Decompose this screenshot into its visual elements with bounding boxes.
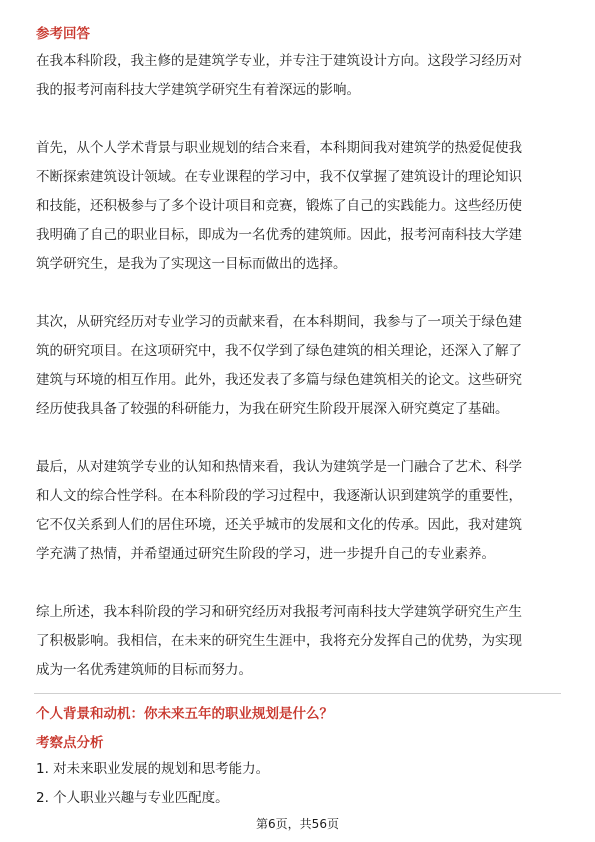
text-line: 最后，从对建筑学专业的认知和热情来看，我认为建筑学是一门融合了艺术、科学: [36, 459, 522, 475]
text-line: 筑的研究项目。在这项研究中，我不仅学到了绿色建筑的相关理论，还深入了解了: [36, 343, 522, 359]
paragraph-second: [36, 308, 566, 424]
text-line: 首先，从个人学术背景与职业规划的结合来看，本科期间我对建筑学的热爱促使我: [36, 140, 522, 156]
text-line: 我的报考河南科技大学建筑学研究生有着深远的影响。: [36, 82, 360, 98]
text-line: 和技能，还积极参与了多个设计项目和竞赛，锻炼了自己的实践能力。这些经历使: [36, 198, 522, 214]
text-line: 筑学研究生，是我为了实现这一目标而做出的选择。: [36, 256, 347, 272]
text-line: 它不仅关系到人们的居住环境，还关乎城市的发展和文化的传承。因此，我对建筑: [36, 517, 522, 533]
question-heading: 个人背景和动机：你未来五年的职业规划是什么？: [36, 706, 333, 722]
paragraph-conclusion: [36, 598, 566, 685]
paragraph-third: [36, 453, 566, 569]
paragraph-first: [36, 134, 566, 279]
text-line: 成为一名优秀建筑师的目标而努力。: [36, 662, 252, 678]
text-line: 其次，从研究经历对专业学习的贡献来看，在本科期间，我参与了一项关于绿色建: [36, 314, 522, 330]
analysis-heading: 考察点分析: [36, 735, 104, 751]
text-line: 不断探索建筑设计领域。在专业课程的学习中，我不仅掌握了建筑设计的理论知识: [36, 169, 522, 185]
text-line: 我明确了自己的职业目标，即成为一名优秀的建筑师。因此，报考河南科技大学建: [36, 227, 522, 243]
text-line: 了积极影响。我相信，在未来的研究生生涯中，我将充分发挥自己的优势，为实现: [36, 633, 522, 649]
intro-paragraph: [36, 47, 566, 105]
text-line: 建筑与环境的相互作用。此外，我还发表了多篇与绿色建筑相关的论文。这些研究: [36, 372, 522, 388]
analysis-point: 2. 个人职业兴趣与专业匹配度。: [36, 790, 229, 806]
page-number: 第6页，共56页: [256, 817, 339, 831]
answer-heading: 参考回答: [36, 26, 90, 42]
text-line: 学充满了热情，并希望通过研究生阶段的学习，进一步提升自己的专业素养。: [36, 546, 495, 562]
section-divider: [34, 693, 561, 694]
text-line: 和人文的综合性学科。在本科阶段的学习过程中，我逐渐认识到建筑学的重要性，: [36, 488, 522, 504]
analysis-point: 1. 对未来职业发展的规划和思考能力。: [36, 761, 270, 777]
text-line: 在我本科阶段，我主修的是建筑学专业，并专注于建筑设计方向。这段学习经历对: [36, 53, 522, 69]
text-line: 综上所述，我本科阶段的学习和研究经历对我报考河南科技大学建筑学研究生产生: [36, 604, 522, 620]
text-line: 经历使我具备了较强的科研能力，为我在研究生阶段开展深入研究奠定了基础。: [36, 401, 509, 417]
